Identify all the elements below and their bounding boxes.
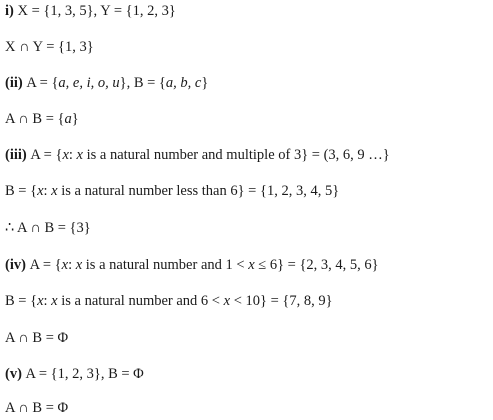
- math-variable: x: [37, 293, 44, 309]
- line-text: X ∩ Y = {1, 3}: [5, 39, 94, 55]
- line-text: < 10} = {7, 8, 9}: [230, 293, 333, 309]
- line-text: :: [43, 183, 52, 199]
- part-label: i): [5, 3, 18, 19]
- line-text: A ∩ B = Φ: [5, 400, 69, 416]
- math-variable: a: [64, 111, 72, 127]
- line-text: }, B = {: [119, 75, 166, 91]
- line-text: :: [43, 293, 52, 309]
- line-ii-intersection: [5, 110, 79, 128]
- line-text: is a natural number and 1 <: [82, 257, 249, 273]
- math-variable: a, b, c: [165, 75, 202, 91]
- line-text: A = {: [26, 75, 59, 91]
- math-variable: x: [51, 183, 58, 199]
- line-v-sets: [5, 365, 144, 383]
- line-text: A = {1, 2, 3}, B = Φ: [25, 366, 144, 382]
- math-variable: x: [51, 293, 58, 309]
- line-text: is a natural number and 6 <: [57, 293, 224, 309]
- line-iii-intersection: [5, 219, 91, 237]
- line-iii-set-b: [5, 182, 339, 200]
- line-i-intersection: [5, 38, 94, 56]
- line-text: ∴ A ∩ B = {3}: [5, 220, 91, 236]
- line-text: }: [201, 75, 209, 91]
- line-i-sets: [5, 2, 176, 20]
- line-text: B = {: [5, 183, 38, 199]
- part-label: (iii): [5, 147, 31, 163]
- line-text: X = {1, 3, 5}, Y = {1, 2, 3}: [17, 3, 176, 19]
- math-variable: x: [75, 257, 83, 273]
- math-variable: x: [37, 183, 44, 199]
- line-text: A ∩ B = Φ: [5, 330, 69, 346]
- line-iv-set-b: [5, 292, 333, 310]
- math-variable: x: [62, 147, 69, 163]
- line-text: is a natural number less than 6} = {1, 2, 3, 4, 5}: [57, 183, 340, 199]
- line-text: :: [68, 147, 77, 163]
- line-v-intersection: [5, 399, 68, 417]
- line-text: is a natural number and multiple of 3} = (3, 6, 9 …}: [82, 147, 390, 163]
- math-variable: a, e, i, o, u: [58, 75, 120, 91]
- math-variable: x: [223, 293, 231, 309]
- line-iv-intersection: [5, 329, 68, 347]
- part-label: (ii): [5, 75, 27, 91]
- line-text: ≤ 6} = {2, 3, 4, 5, 6}: [254, 257, 379, 273]
- line-iii-set-a: [5, 146, 390, 164]
- line-text: A = {: [29, 257, 62, 273]
- line-text: }: [71, 111, 79, 127]
- line-text: B = {: [5, 293, 38, 309]
- line-text: A ∩ B = {: [5, 111, 65, 127]
- line-text: :: [68, 257, 76, 273]
- math-variable: x: [61, 257, 69, 273]
- line-ii-sets: [5, 74, 208, 92]
- line-iv-set-a: [5, 256, 379, 274]
- part-label: (iv): [5, 257, 30, 273]
- math-variable: x: [76, 147, 83, 163]
- line-text: A = {: [30, 147, 63, 163]
- math-variable: x: [248, 257, 255, 273]
- part-label: (v): [5, 366, 26, 382]
